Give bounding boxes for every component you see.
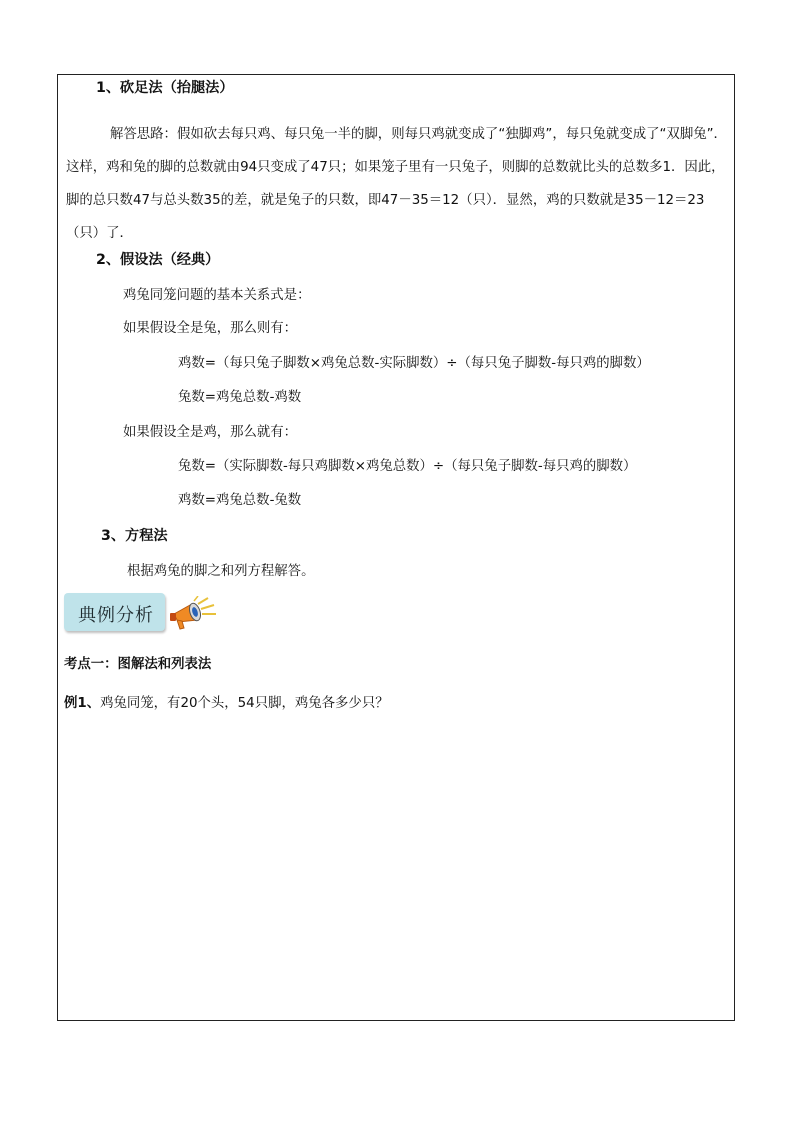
method3-title: 3、方程法 <box>101 528 168 544</box>
example-label: 例1、 <box>64 696 101 711</box>
formula-rabbit-rest: 兔数=鸡兔总数-鸡数 <box>178 390 302 405</box>
method2-title: 2、假设法（经典） <box>96 252 220 268</box>
method1-paragraph: 解答思路：假如砍去每只鸡、每只兔一半的脚，则每只鸡就变成了“独脚鸡”，每只兔就变成了“双脚兔”．这样，鸡和兔的脚的总数就由94只变成了47只；如果笼子里有一只兔子，则脚的总数就比头的总数多1．因此，脚的总只数47与总头数35的差，就是兔子的只数，即47－35＝12（只）．显然，鸡的只数就是35－12＝23（只）了． <box>66 127 727 241</box>
formula-chicken-rest: 鸡数=鸡兔总数-兔数 <box>178 493 302 508</box>
method2-case-chicken: 如果假设全是鸡，那么就有： <box>123 425 298 440</box>
section-badge <box>64 593 165 631</box>
formula-rabbit: 兔数=（实际脚数-每只鸡脚数×鸡兔总数）÷（每只兔子脚数-每只鸡的脚数） <box>178 459 637 474</box>
method2-case-rabbit: 如果假设全是兔，那么则有： <box>123 321 298 336</box>
example-line <box>64 695 389 713</box>
formula-chicken: 鸡数=（每只兔子脚数×鸡兔总数-实际脚数）÷（每只兔子脚数-每只鸡的脚数） <box>178 356 650 371</box>
megaphone-icon <box>168 596 218 632</box>
method2-intro: 鸡兔同笼问题的基本关系式是： <box>123 288 311 303</box>
topic-label: 考点一：图解法和列表法 <box>64 657 212 672</box>
method1-title: 1、砍足法（抬腿法） <box>96 80 234 96</box>
method3-text: 根据鸡兔的脚之和列方程解答。 <box>127 564 315 579</box>
example-text: 鸡兔同笼，有20个头，54只脚，鸡兔各多少只？ <box>100 696 389 711</box>
badge-label: 典例分析 <box>78 605 154 626</box>
